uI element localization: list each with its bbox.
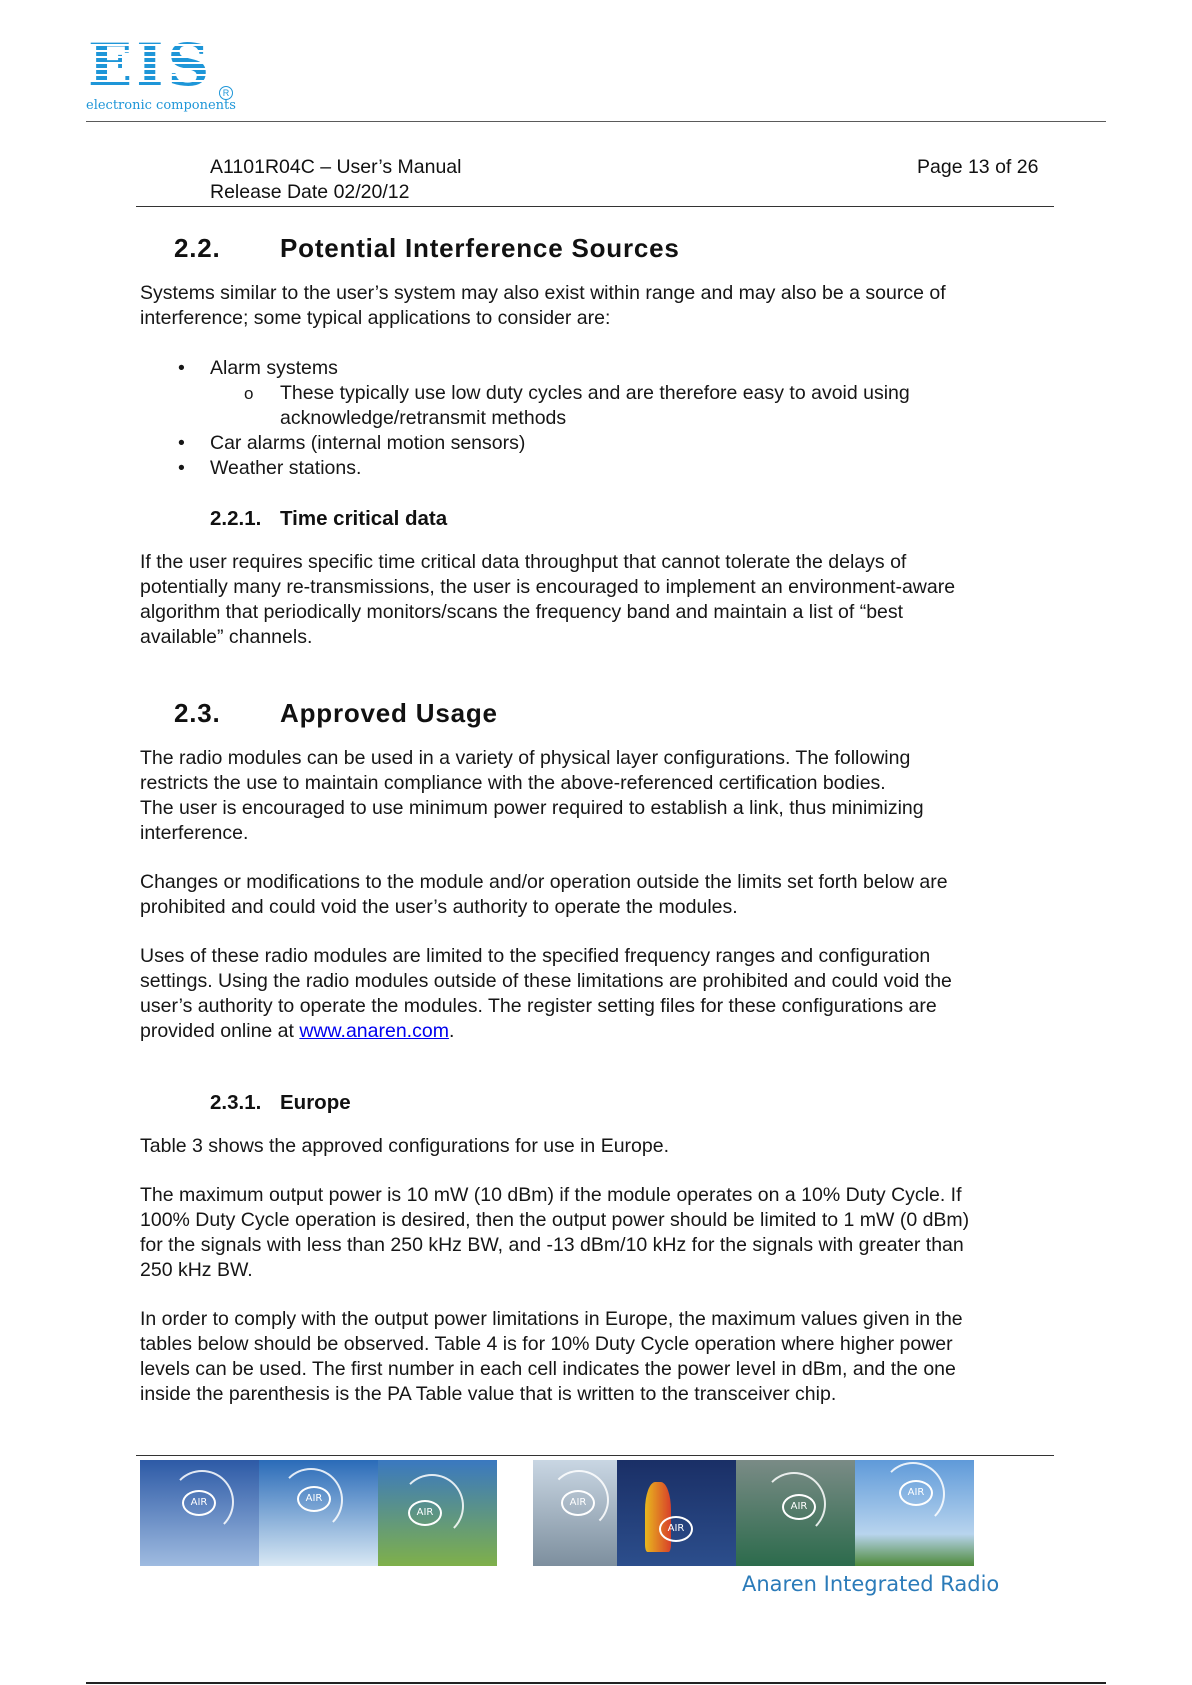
body-line: available” channels. [140, 626, 313, 648]
section-2-3-title: Approved Usage [280, 698, 498, 728]
para-line: levels can be used. The first number in each cell indicates the power level in dBm, and the one [140, 1358, 956, 1380]
bullet-alarm-systems: Alarm systems [210, 357, 338, 379]
bullet-mark: • [178, 457, 185, 479]
para-line: 250 kHz BW. [140, 1259, 253, 1281]
intro-line: Systems similar to the user’s system may also exist within range and may also be a source of [140, 282, 946, 304]
anaren-website-link[interactable]: www.anaren.com [299, 1020, 449, 1042]
doc-title: A1101R04C – User’s Manual [210, 156, 462, 178]
air-logo-icon: AIR [899, 1480, 933, 1506]
section-2-3-1-number: 2.3.1. [210, 1091, 262, 1114]
banner-tile-cyclist [378, 1460, 497, 1566]
banner-tile-windsurfer [617, 1460, 736, 1566]
eis-logo [86, 31, 236, 116]
para-line: tables below should be observed. Table 4 is for 10% Duty Cycle operation where higher power [140, 1333, 953, 1355]
para-line: The radio modules can be used in a variety of physical layer configurations. The following [140, 747, 911, 769]
sub-bullet-line: These typically use low duty cycles and are therefore easy to avoid using [280, 382, 910, 404]
link-prefix: provided online at [140, 1020, 300, 1042]
section-2-3-number: 2.3. [174, 698, 221, 728]
bullet-car-alarms: Car alarms (internal motion sensors) [210, 432, 526, 454]
link-suffix: . [448, 1020, 455, 1042]
banner-tile-jumper [855, 1460, 974, 1566]
release-date: Release Date 02/20/12 [210, 181, 410, 203]
section-2-3-para-2 [140, 870, 948, 920]
para-line: settings. Using the radio modules outside of these limitations are prohibited and could void the [140, 970, 952, 992]
section-2-2-1-title: Time critical data [280, 507, 448, 530]
air-logo-icon: AIR [782, 1494, 816, 1520]
intro-line: interference; some typical applications to consider are: [140, 307, 611, 329]
banner-tile-snowboarder [533, 1460, 617, 1566]
section-2-3-para-3 [140, 944, 952, 1044]
air-logo-icon: AIR [659, 1516, 693, 1542]
banner-tile-skater [140, 1460, 259, 1566]
section-2-3-1-para-1: Table 3 shows the approved configurations for use in Europe. [140, 1135, 669, 1157]
para-line: user’s authority to operate the modules. The register setting files for these configurations are [140, 995, 937, 1017]
bullet-mark: • [178, 357, 185, 379]
banner-gap [497, 1460, 533, 1566]
para-line: Uses of these radio modules are limited to the specified frequency ranges and configuration [140, 945, 931, 967]
body-line: If the user requires specific time critical data throughput that cannot tolerate the delays of [140, 551, 907, 573]
anaren-brand-text: Anaren Integrated Radio [742, 1572, 1000, 1596]
section-2-3-1-para-3 [140, 1307, 963, 1407]
body-line: algorithm that periodically monitors/scans the frequency band and maintain a list of “best [140, 601, 904, 623]
section-2-3-1-para-2 [140, 1183, 969, 1283]
banner-tile-kayaker [736, 1460, 855, 1566]
banner-tile-skier [259, 1460, 378, 1566]
section-2-2-number: 2.2. [174, 233, 221, 263]
section-2-3-1-title: Europe [280, 1091, 351, 1114]
para-line: 100% Duty Cycle operation is desired, then the output power should be limited to 1 mW (0 dBm) [140, 1209, 970, 1231]
para-line: inside the parenthesis is the PA Table value that is written to the transceiver chip. [140, 1383, 837, 1405]
section-2-2-1-number: 2.2.1. [210, 507, 262, 530]
para-line: The user is encouraged to use minimum power required to establish a link, thus minimizing [140, 797, 924, 819]
para-line: prohibited and could void the user’s authority to operate the modules. [140, 896, 738, 918]
sub-bullet-line: acknowledge/retransmit methods [280, 407, 567, 429]
bottom-divider [86, 1682, 1106, 1684]
registered-mark: R [219, 86, 233, 100]
bullet-weather-stations: Weather stations. [210, 457, 362, 479]
footer-banner [140, 1460, 974, 1566]
para-line-with-link [140, 1019, 952, 1044]
para-line: for the signals with less than 250 kHz BW, and -13 dBm/10 kHz for the signals with greater than [140, 1234, 964, 1256]
logo-letters: EIS [88, 31, 214, 99]
header-divider [136, 206, 1054, 207]
para-line: The maximum output power is 10 mW (10 dBm) if the module operates on a 10% Duty Cycle. If [140, 1184, 962, 1206]
section-2-2-title: Potential Interference Sources [280, 233, 680, 263]
para-line: restricts the use to maintain compliance with the above-referenced certification bodies. [140, 772, 886, 794]
air-logo-icon: AIR [297, 1486, 331, 1512]
air-logo-icon: AIR [182, 1490, 216, 1516]
page-number: Page 13 of 26 [917, 156, 1039, 178]
section-2-2-1-body [140, 550, 955, 650]
top-divider [86, 121, 1106, 122]
body-line: potentially many re-transmissions, the user is encouraged to implement an environment-aware [140, 576, 956, 598]
bullet-mark: • [178, 432, 185, 454]
air-logo-icon: AIR [408, 1500, 442, 1526]
para-line: In order to comply with the output power limitations in Europe, the maximum values given in the [140, 1308, 963, 1330]
sub-bullet-mark: o [244, 384, 254, 403]
para-line: interference. [140, 822, 249, 844]
section-2-3-para-1 [140, 746, 924, 846]
section-2-2-intro [140, 281, 946, 331]
logo-tagline: electronic components [86, 98, 236, 113]
footer-divider [136, 1455, 1054, 1456]
air-logo-icon: AIR [561, 1490, 595, 1516]
sub-bullet-text [280, 381, 910, 431]
para-line: Changes or modifications to the module and/or operation outside the limits set forth below are [140, 871, 948, 893]
